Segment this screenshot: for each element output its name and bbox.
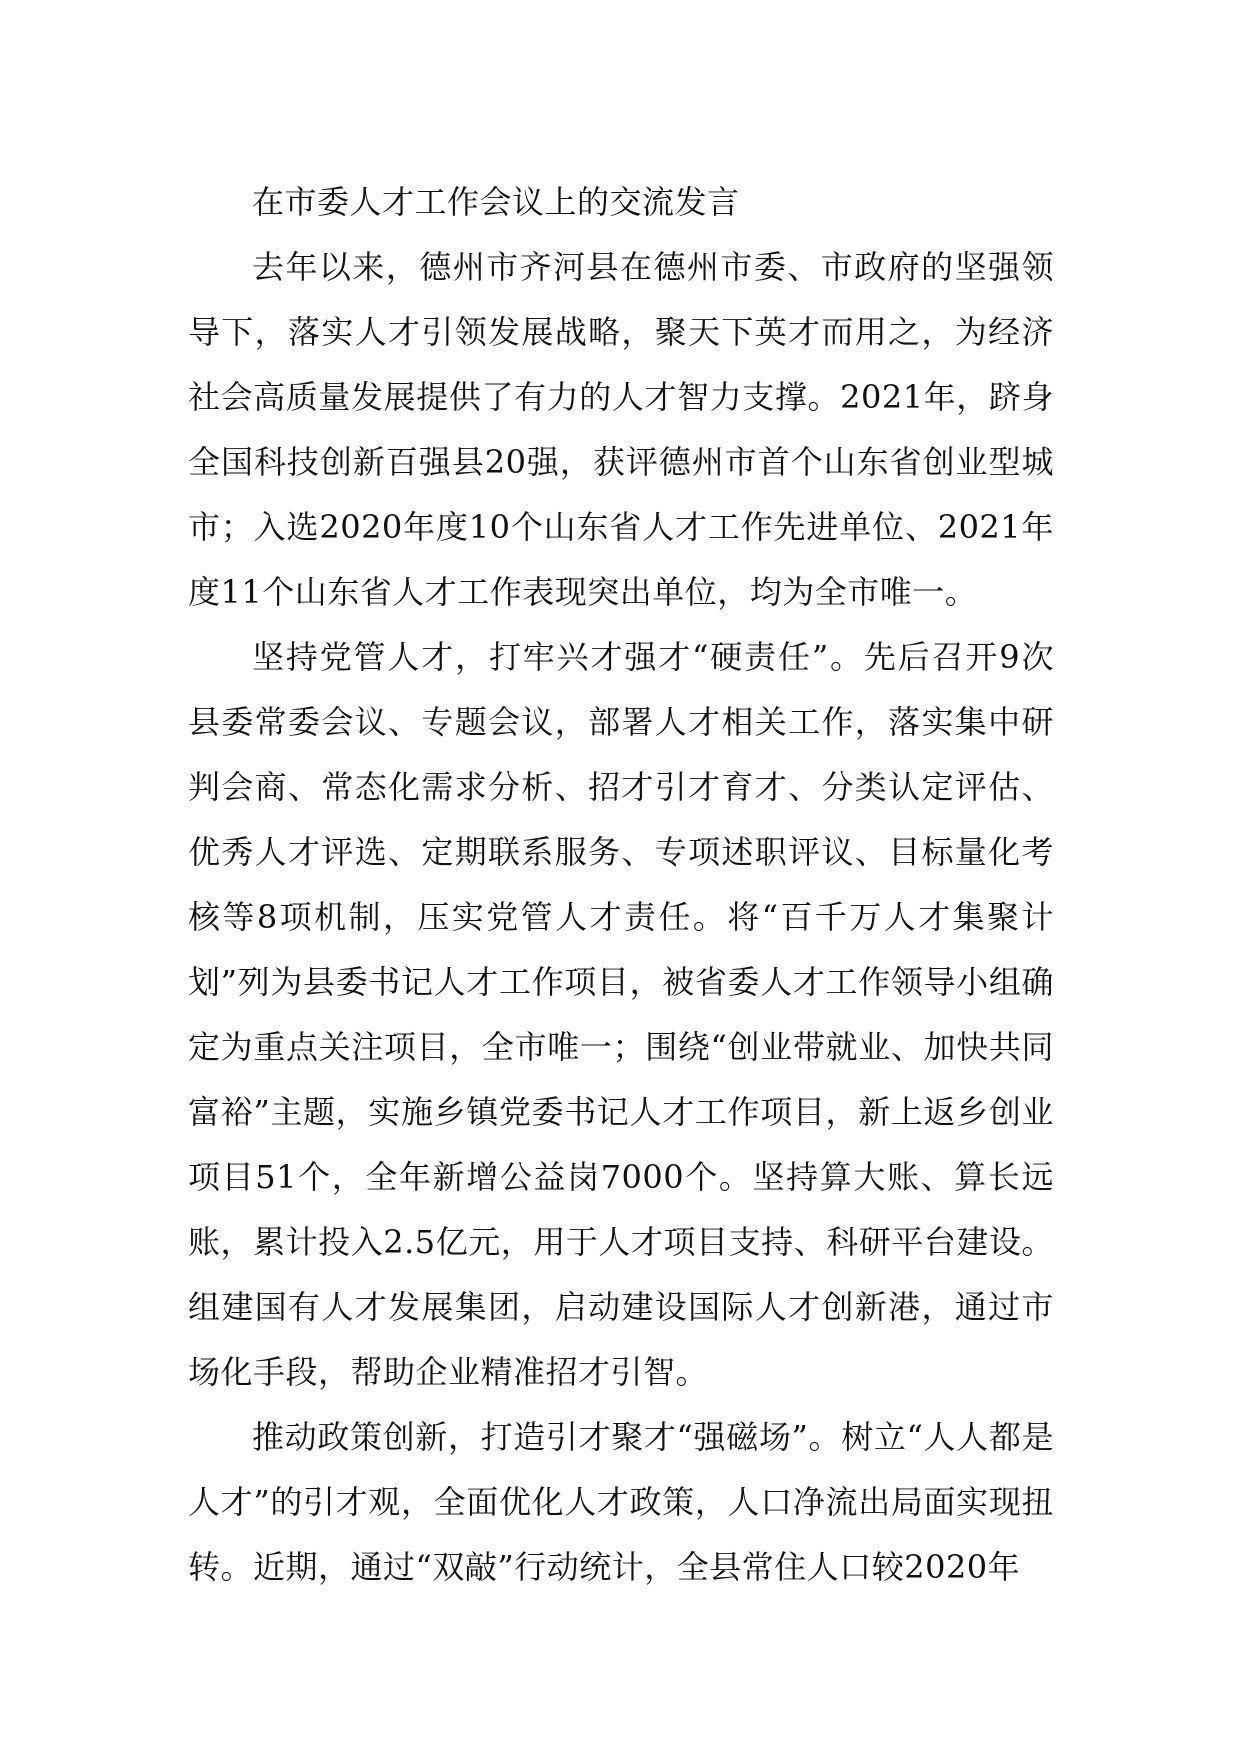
paragraph-party-talent: 坚持党管人才，打牢兴才强才“硬责任”。先后召开9次县委常委会议、专题会议，部署人才相关工作，落实集中研判会商、常态化需求分析、招才引才育才、分类认定评估、优秀人才评选、定期联系服务、专项述职评议、目标量化考核等8项机制，压实党管人才责任。将“百千万人才集聚计划”列为县委书记人才工作项目，被省委人才工作领导小组确定为重点关注项目，全市唯一；围绕“创业带就业、加快共同富裕”主题，实施乡镇党委书记人才工作项目，新上返乡创业项目51个，全年新增公益岗7000个。坚持算大账、算长远账，累计投入2.5亿元，用于人才项目支持、科研平台建设。组建国有人才发展集团，启动建设国际人才创新港，通过市场化手段，帮助企业精准招才引智。 — [188, 638, 1054, 1391]
paragraph-intro: 去年以来，德州市齐河县在德州市委、市政府的坚强领导下，落实人才引领发展战略，聚天下英才而用之，为经济社会高质量发展提供了有力的人才智力支撑。2021年，跻身全国科技创新百强县20强，获评德州市首个山东省创业型城市；入选2020年度10个山东省人才工作先进单位、2021年度11个山东省人才工作表现突出单位，均为全市唯一。 — [188, 248, 1054, 611]
document-title: 在市委人才工作会议上的交流发言 — [252, 183, 740, 221]
paragraph-policy-innovation: 推动政策创新，打造引才聚才“强磁场”。树立“人人都是人才”的引才观，全面优化人才政策，人口净流出局面实现扭转。近期，通过“双敲”行动统计，全县常住人口较2020年 — [188, 1418, 1054, 1586]
document-body — [188, 170, 1054, 1600]
